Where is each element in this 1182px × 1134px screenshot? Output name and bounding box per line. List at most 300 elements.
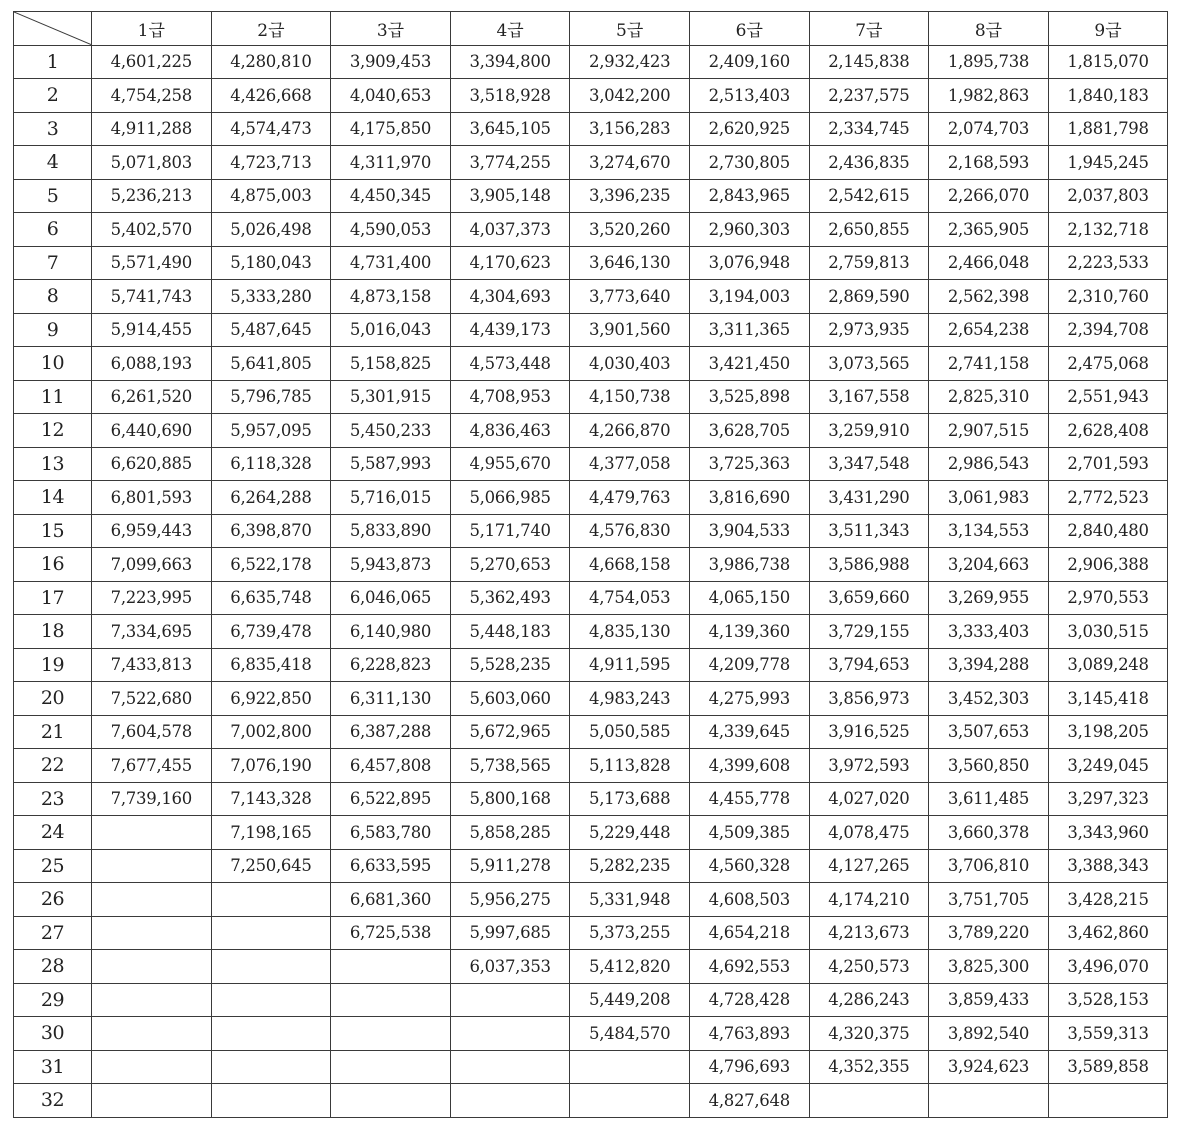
step-number-cell: 19 bbox=[14, 648, 92, 682]
salary-cell: 7,604,578 bbox=[92, 715, 212, 749]
salary-cell: 4,450,345 bbox=[331, 179, 451, 213]
salary-cell: 4,983,243 bbox=[570, 682, 690, 716]
salary-cell bbox=[92, 1017, 212, 1051]
salary-cell: 4,286,243 bbox=[809, 983, 929, 1017]
salary-cell bbox=[450, 1084, 570, 1118]
salary-cell: 6,522,178 bbox=[211, 548, 331, 582]
salary-cell: 2,223,533 bbox=[1048, 246, 1168, 280]
salary-cell: 4,275,993 bbox=[689, 682, 809, 716]
salary-cell bbox=[450, 983, 570, 1017]
salary-cell: 3,789,220 bbox=[929, 916, 1049, 950]
salary-cell: 3,511,343 bbox=[809, 514, 929, 548]
salary-cell: 3,628,705 bbox=[689, 414, 809, 448]
grade-header-cell: 7급 bbox=[809, 12, 929, 46]
step-number-cell: 22 bbox=[14, 749, 92, 783]
step-number-cell: 3 bbox=[14, 112, 92, 146]
table-row bbox=[14, 615, 1168, 649]
salary-cell: 2,310,760 bbox=[1048, 280, 1168, 314]
salary-cell: 5,487,645 bbox=[211, 313, 331, 347]
salary-cell: 4,911,595 bbox=[570, 648, 690, 682]
salary-cell: 5,833,890 bbox=[331, 514, 451, 548]
salary-cell: 6,959,443 bbox=[92, 514, 212, 548]
salary-cell: 5,373,255 bbox=[570, 916, 690, 950]
salary-cell: 7,677,455 bbox=[92, 749, 212, 783]
salary-cell: 3,729,155 bbox=[809, 615, 929, 649]
salary-cell: 2,650,855 bbox=[809, 213, 929, 247]
salary-cell: 5,587,993 bbox=[331, 447, 451, 481]
salary-cell: 4,875,003 bbox=[211, 179, 331, 213]
salary-cell: 3,089,248 bbox=[1048, 648, 1168, 682]
salary-cell: 2,973,935 bbox=[809, 313, 929, 347]
salary-cell: 3,528,153 bbox=[1048, 983, 1168, 1017]
salary-cell: 3,773,640 bbox=[570, 280, 690, 314]
salary-cell: 2,906,388 bbox=[1048, 548, 1168, 582]
table-row bbox=[14, 1017, 1168, 1051]
table-row bbox=[14, 514, 1168, 548]
salary-cell: 4,213,673 bbox=[809, 916, 929, 950]
salary-cell: 4,827,648 bbox=[689, 1084, 809, 1118]
salary-cell: 2,237,575 bbox=[809, 79, 929, 113]
table-row bbox=[14, 916, 1168, 950]
salary-cell: 4,040,653 bbox=[331, 79, 451, 113]
salary-cell: 4,078,475 bbox=[809, 816, 929, 850]
table-row bbox=[14, 414, 1168, 448]
salary-cell: 3,394,288 bbox=[929, 648, 1049, 682]
salary-cell bbox=[450, 1050, 570, 1084]
step-number-cell: 26 bbox=[14, 883, 92, 917]
table-row bbox=[14, 682, 1168, 716]
salary-cell: 6,457,808 bbox=[331, 749, 451, 783]
pay-table-container bbox=[13, 11, 1168, 1118]
salary-cell: 6,440,690 bbox=[92, 414, 212, 448]
salary-cell: 2,869,590 bbox=[809, 280, 929, 314]
salary-cell: 5,738,565 bbox=[450, 749, 570, 783]
salary-cell: 4,668,158 bbox=[570, 548, 690, 582]
step-number-cell: 6 bbox=[14, 213, 92, 247]
salary-cell: 2,466,048 bbox=[929, 246, 1049, 280]
salary-cell: 4,266,870 bbox=[570, 414, 690, 448]
salary-cell: 3,559,313 bbox=[1048, 1017, 1168, 1051]
salary-cell: 4,560,328 bbox=[689, 849, 809, 883]
salary-cell: 3,204,663 bbox=[929, 548, 1049, 582]
step-number-cell: 29 bbox=[14, 983, 92, 1017]
salary-cell: 4,601,225 bbox=[92, 45, 212, 79]
salary-cell: 5,236,213 bbox=[92, 179, 212, 213]
step-number-cell: 28 bbox=[14, 950, 92, 984]
salary-cell: 3,972,593 bbox=[809, 749, 929, 783]
salary-cell: 6,228,823 bbox=[331, 648, 451, 682]
salary-cell bbox=[211, 983, 331, 1017]
salary-cell bbox=[92, 883, 212, 917]
salary-cell bbox=[331, 1050, 451, 1084]
salary-cell bbox=[331, 1017, 451, 1051]
table-row bbox=[14, 213, 1168, 247]
salary-cell: 3,421,450 bbox=[689, 347, 809, 381]
salary-cell: 6,261,520 bbox=[92, 380, 212, 414]
salary-cell: 3,198,205 bbox=[1048, 715, 1168, 749]
salary-cell: 4,455,778 bbox=[689, 782, 809, 816]
salary-cell: 3,156,283 bbox=[570, 112, 690, 146]
salary-cell: 2,334,745 bbox=[809, 112, 929, 146]
salary-cell bbox=[92, 816, 212, 850]
salary-cell: 5,484,570 bbox=[570, 1017, 690, 1051]
salary-cell: 4,027,020 bbox=[809, 782, 929, 816]
salary-cell: 4,339,645 bbox=[689, 715, 809, 749]
salary-cell: 5,301,915 bbox=[331, 380, 451, 414]
salary-cell: 4,037,373 bbox=[450, 213, 570, 247]
salary-cell: 3,347,548 bbox=[809, 447, 929, 481]
salary-cell: 1,895,738 bbox=[929, 45, 1049, 79]
salary-cell: 4,836,463 bbox=[450, 414, 570, 448]
table-row bbox=[14, 179, 1168, 213]
salary-cell: 4,955,670 bbox=[450, 447, 570, 481]
salary-cell: 3,892,540 bbox=[929, 1017, 1049, 1051]
step-number-cell: 18 bbox=[14, 615, 92, 649]
salary-cell: 7,522,680 bbox=[92, 682, 212, 716]
salary-cell: 3,706,810 bbox=[929, 849, 1049, 883]
salary-cell: 7,433,813 bbox=[92, 648, 212, 682]
salary-cell: 2,542,615 bbox=[809, 179, 929, 213]
step-number-cell: 30 bbox=[14, 1017, 92, 1051]
salary-cell: 3,388,343 bbox=[1048, 849, 1168, 883]
salary-cell: 3,061,983 bbox=[929, 481, 1049, 515]
salary-cell: 2,843,965 bbox=[689, 179, 809, 213]
salary-cell: 6,633,595 bbox=[331, 849, 451, 883]
step-number-cell: 15 bbox=[14, 514, 92, 548]
step-number-cell: 4 bbox=[14, 146, 92, 180]
table-row bbox=[14, 1050, 1168, 1084]
table-row bbox=[14, 849, 1168, 883]
salary-cell: 5,050,585 bbox=[570, 715, 690, 749]
salary-cell: 3,333,403 bbox=[929, 615, 1049, 649]
pay-scale-table bbox=[13, 11, 1168, 1118]
salary-cell: 4,311,970 bbox=[331, 146, 451, 180]
salary-cell: 2,475,068 bbox=[1048, 347, 1168, 381]
salary-cell: 7,334,695 bbox=[92, 615, 212, 649]
table-row bbox=[14, 816, 1168, 850]
salary-cell: 7,223,995 bbox=[92, 581, 212, 615]
salary-cell: 4,692,553 bbox=[689, 950, 809, 984]
salary-cell: 4,754,258 bbox=[92, 79, 212, 113]
salary-cell: 5,957,095 bbox=[211, 414, 331, 448]
step-number-cell: 31 bbox=[14, 1050, 92, 1084]
salary-cell: 5,449,208 bbox=[570, 983, 690, 1017]
salary-cell: 3,462,860 bbox=[1048, 916, 1168, 950]
salary-cell bbox=[331, 950, 451, 984]
step-number-cell: 16 bbox=[14, 548, 92, 582]
salary-cell: 3,525,898 bbox=[689, 380, 809, 414]
salary-cell: 2,970,553 bbox=[1048, 581, 1168, 615]
salary-cell: 2,620,925 bbox=[689, 112, 809, 146]
salary-cell: 6,088,193 bbox=[92, 347, 212, 381]
grade-header-cell: 5급 bbox=[570, 12, 690, 46]
salary-cell: 5,448,183 bbox=[450, 615, 570, 649]
salary-cell: 3,042,200 bbox=[570, 79, 690, 113]
table-row bbox=[14, 782, 1168, 816]
salary-cell: 5,997,685 bbox=[450, 916, 570, 950]
salary-cell: 4,352,355 bbox=[809, 1050, 929, 1084]
salary-cell: 3,916,525 bbox=[809, 715, 929, 749]
salary-cell: 2,168,593 bbox=[929, 146, 1049, 180]
step-number-cell: 10 bbox=[14, 347, 92, 381]
salary-cell bbox=[211, 1017, 331, 1051]
salary-cell: 2,654,238 bbox=[929, 313, 1049, 347]
table-row bbox=[14, 548, 1168, 582]
salary-cell: 5,603,060 bbox=[450, 682, 570, 716]
salary-cell: 3,431,290 bbox=[809, 481, 929, 515]
grade-header-cell: 9급 bbox=[1048, 12, 1168, 46]
salary-cell: 3,076,948 bbox=[689, 246, 809, 280]
salary-cell: 5,362,493 bbox=[450, 581, 570, 615]
salary-cell: 2,825,310 bbox=[929, 380, 1049, 414]
salary-cell bbox=[809, 1084, 929, 1118]
salary-cell: 2,365,905 bbox=[929, 213, 1049, 247]
salary-cell: 4,796,693 bbox=[689, 1050, 809, 1084]
salary-cell: 4,608,503 bbox=[689, 883, 809, 917]
salary-cell: 3,030,515 bbox=[1048, 615, 1168, 649]
salary-cell: 5,796,785 bbox=[211, 380, 331, 414]
salary-cell: 5,800,168 bbox=[450, 782, 570, 816]
table-row bbox=[14, 883, 1168, 917]
salary-cell: 2,562,398 bbox=[929, 280, 1049, 314]
step-number-cell: 5 bbox=[14, 179, 92, 213]
grade-header-cell: 1급 bbox=[92, 12, 212, 46]
salary-cell: 4,654,218 bbox=[689, 916, 809, 950]
salary-cell: 4,439,173 bbox=[450, 313, 570, 347]
salary-cell: 5,282,235 bbox=[570, 849, 690, 883]
salary-cell: 2,037,803 bbox=[1048, 179, 1168, 213]
grade-header-cell: 6급 bbox=[689, 12, 809, 46]
salary-cell bbox=[211, 1050, 331, 1084]
salary-cell: 2,701,593 bbox=[1048, 447, 1168, 481]
salary-cell: 2,394,708 bbox=[1048, 313, 1168, 347]
salary-cell: 5,229,448 bbox=[570, 816, 690, 850]
salary-cell: 5,741,743 bbox=[92, 280, 212, 314]
salary-cell: 4,574,473 bbox=[211, 112, 331, 146]
salary-cell: 4,731,400 bbox=[331, 246, 451, 280]
salary-cell: 4,479,763 bbox=[570, 481, 690, 515]
salary-cell: 2,551,943 bbox=[1048, 380, 1168, 414]
salary-cell: 2,986,543 bbox=[929, 447, 1049, 481]
table-row bbox=[14, 447, 1168, 481]
grade-header-cell: 2급 bbox=[211, 12, 331, 46]
salary-cell: 2,840,480 bbox=[1048, 514, 1168, 548]
salary-cell: 6,398,870 bbox=[211, 514, 331, 548]
table-row bbox=[14, 1084, 1168, 1118]
salary-cell bbox=[570, 1050, 690, 1084]
salary-cell: 3,343,960 bbox=[1048, 816, 1168, 850]
table-row bbox=[14, 45, 1168, 79]
salary-cell: 5,450,233 bbox=[331, 414, 451, 448]
salary-cell: 3,560,850 bbox=[929, 749, 1049, 783]
salary-cell: 3,901,560 bbox=[570, 313, 690, 347]
salary-cell: 4,399,608 bbox=[689, 749, 809, 783]
salary-cell: 6,739,478 bbox=[211, 615, 331, 649]
salary-cell: 4,250,573 bbox=[809, 950, 929, 984]
salary-cell: 5,180,043 bbox=[211, 246, 331, 280]
step-number-cell: 11 bbox=[14, 380, 92, 414]
step-number-cell: 12 bbox=[14, 414, 92, 448]
salary-cell: 3,428,215 bbox=[1048, 883, 1168, 917]
salary-cell bbox=[92, 950, 212, 984]
salary-cell: 3,816,690 bbox=[689, 481, 809, 515]
salary-cell: 2,436,835 bbox=[809, 146, 929, 180]
salary-cell: 3,856,973 bbox=[809, 682, 929, 716]
salary-cell: 3,986,738 bbox=[689, 548, 809, 582]
salary-cell: 3,751,705 bbox=[929, 883, 1049, 917]
salary-cell: 1,815,070 bbox=[1048, 45, 1168, 79]
salary-cell: 4,509,385 bbox=[689, 816, 809, 850]
salary-cell bbox=[211, 950, 331, 984]
salary-cell bbox=[211, 916, 331, 950]
salary-cell: 4,174,210 bbox=[809, 883, 929, 917]
table-row bbox=[14, 983, 1168, 1017]
salary-cell: 6,387,288 bbox=[331, 715, 451, 749]
salary-cell: 1,840,183 bbox=[1048, 79, 1168, 113]
salary-cell: 7,099,663 bbox=[92, 548, 212, 582]
table-row bbox=[14, 481, 1168, 515]
salary-cell: 3,194,003 bbox=[689, 280, 809, 314]
salary-cell: 4,723,713 bbox=[211, 146, 331, 180]
salary-cell: 4,728,428 bbox=[689, 983, 809, 1017]
salary-cell bbox=[1048, 1084, 1168, 1118]
table-row bbox=[14, 313, 1168, 347]
salary-cell: 5,956,275 bbox=[450, 883, 570, 917]
salary-cell: 4,127,265 bbox=[809, 849, 929, 883]
salary-cell: 6,801,593 bbox=[92, 481, 212, 515]
salary-cell: 4,170,623 bbox=[450, 246, 570, 280]
salary-cell: 5,914,455 bbox=[92, 313, 212, 347]
salary-cell: 3,269,955 bbox=[929, 581, 1049, 615]
salary-cell: 5,066,985 bbox=[450, 481, 570, 515]
step-number-cell: 13 bbox=[14, 447, 92, 481]
table-row bbox=[14, 146, 1168, 180]
grade-header-cell: 4급 bbox=[450, 12, 570, 46]
salary-cell: 3,518,928 bbox=[450, 79, 570, 113]
salary-cell: 7,198,165 bbox=[211, 816, 331, 850]
salary-cell: 5,716,015 bbox=[331, 481, 451, 515]
step-number-cell: 1 bbox=[14, 45, 92, 79]
table-row bbox=[14, 79, 1168, 113]
salary-cell: 6,635,748 bbox=[211, 581, 331, 615]
salary-cell bbox=[450, 1017, 570, 1051]
salary-cell: 4,754,053 bbox=[570, 581, 690, 615]
salary-cell: 3,586,988 bbox=[809, 548, 929, 582]
salary-cell: 2,759,813 bbox=[809, 246, 929, 280]
grade-header-cell: 3급 bbox=[331, 12, 451, 46]
salary-cell: 2,907,515 bbox=[929, 414, 1049, 448]
salary-cell bbox=[92, 1050, 212, 1084]
corner-cell bbox=[14, 12, 92, 46]
salary-cell: 2,145,838 bbox=[809, 45, 929, 79]
table-row bbox=[14, 347, 1168, 381]
salary-cell: 4,763,893 bbox=[689, 1017, 809, 1051]
salary-cell: 3,909,453 bbox=[331, 45, 451, 79]
salary-cell: 7,002,800 bbox=[211, 715, 331, 749]
salary-cell: 5,528,235 bbox=[450, 648, 570, 682]
table-row bbox=[14, 581, 1168, 615]
salary-cell: 2,074,703 bbox=[929, 112, 1049, 146]
step-number-cell: 20 bbox=[14, 682, 92, 716]
salary-cell: 3,611,485 bbox=[929, 782, 1049, 816]
salary-cell bbox=[331, 983, 451, 1017]
salary-cell: 2,741,158 bbox=[929, 347, 1049, 381]
salary-cell: 3,507,653 bbox=[929, 715, 1049, 749]
salary-cell: 6,725,538 bbox=[331, 916, 451, 950]
salary-cell: 3,311,365 bbox=[689, 313, 809, 347]
salary-cell: 4,150,738 bbox=[570, 380, 690, 414]
salary-cell: 3,774,255 bbox=[450, 146, 570, 180]
salary-cell: 3,274,670 bbox=[570, 146, 690, 180]
step-number-cell: 25 bbox=[14, 849, 92, 883]
salary-cell: 5,171,740 bbox=[450, 514, 570, 548]
salary-cell: 5,911,278 bbox=[450, 849, 570, 883]
grade-header-row bbox=[14, 12, 1168, 46]
salary-cell: 6,522,895 bbox=[331, 782, 451, 816]
salary-cell: 3,496,070 bbox=[1048, 950, 1168, 984]
salary-cell: 4,426,668 bbox=[211, 79, 331, 113]
step-number-cell: 2 bbox=[14, 79, 92, 113]
salary-cell: 3,073,565 bbox=[809, 347, 929, 381]
salary-cell: 5,412,820 bbox=[570, 950, 690, 984]
salary-cell: 4,175,850 bbox=[331, 112, 451, 146]
salary-cell: 6,583,780 bbox=[331, 816, 451, 850]
salary-cell: 3,904,533 bbox=[689, 514, 809, 548]
salary-cell: 2,772,523 bbox=[1048, 481, 1168, 515]
salary-cell: 2,266,070 bbox=[929, 179, 1049, 213]
salary-cell: 2,960,303 bbox=[689, 213, 809, 247]
salary-cell: 3,259,910 bbox=[809, 414, 929, 448]
salary-cell: 3,167,558 bbox=[809, 380, 929, 414]
table-row bbox=[14, 715, 1168, 749]
grade-header-cell: 8급 bbox=[929, 12, 1049, 46]
salary-cell: 6,620,885 bbox=[92, 447, 212, 481]
salary-cell: 2,132,718 bbox=[1048, 213, 1168, 247]
salary-cell: 4,835,130 bbox=[570, 615, 690, 649]
table-row bbox=[14, 950, 1168, 984]
salary-cell: 3,905,148 bbox=[450, 179, 570, 213]
salary-cell: 3,145,418 bbox=[1048, 682, 1168, 716]
salary-cell bbox=[211, 883, 331, 917]
salary-cell: 6,140,980 bbox=[331, 615, 451, 649]
step-number-cell: 17 bbox=[14, 581, 92, 615]
salary-cell: 6,311,130 bbox=[331, 682, 451, 716]
step-number-cell: 24 bbox=[14, 816, 92, 850]
salary-cell: 5,158,825 bbox=[331, 347, 451, 381]
step-number-cell: 9 bbox=[14, 313, 92, 347]
salary-cell: 3,452,303 bbox=[929, 682, 1049, 716]
step-number-cell: 32 bbox=[14, 1084, 92, 1118]
diagonal-divider bbox=[14, 12, 91, 45]
table-row bbox=[14, 112, 1168, 146]
salary-cell: 5,858,285 bbox=[450, 816, 570, 850]
salary-cell: 6,037,353 bbox=[450, 950, 570, 984]
salary-cell: 4,030,403 bbox=[570, 347, 690, 381]
salary-cell: 4,320,375 bbox=[809, 1017, 929, 1051]
salary-cell: 2,628,408 bbox=[1048, 414, 1168, 448]
salary-cell: 5,333,280 bbox=[211, 280, 331, 314]
salary-cell bbox=[570, 1084, 690, 1118]
table-row bbox=[14, 749, 1168, 783]
salary-cell: 3,589,858 bbox=[1048, 1050, 1168, 1084]
salary-cell bbox=[92, 849, 212, 883]
salary-cell: 4,280,810 bbox=[211, 45, 331, 79]
salary-cell: 2,513,403 bbox=[689, 79, 809, 113]
salary-cell: 4,573,448 bbox=[450, 347, 570, 381]
salary-cell: 4,911,288 bbox=[92, 112, 212, 146]
step-number-cell: 8 bbox=[14, 280, 92, 314]
salary-cell: 4,304,693 bbox=[450, 280, 570, 314]
